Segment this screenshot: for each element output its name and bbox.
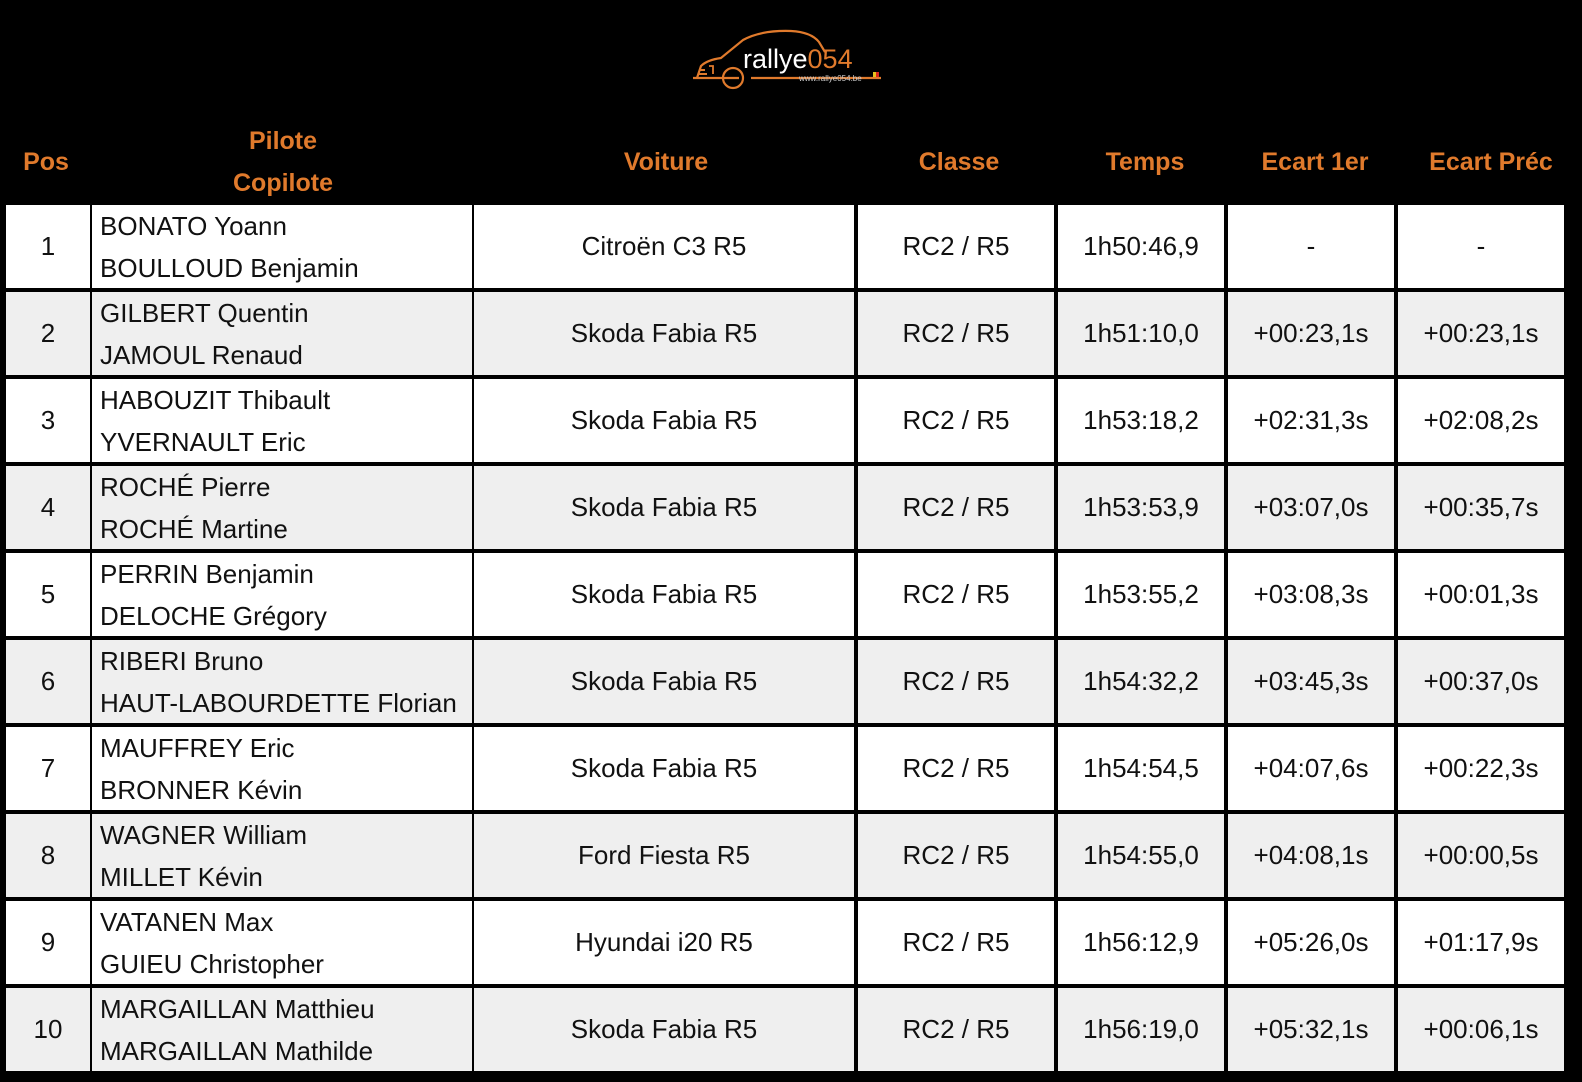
cell-copilote: DELOCHE Grégory — [100, 601, 327, 631]
cell-crew — [92, 553, 472, 636]
cell-crew — [92, 466, 472, 549]
cell-pilote: PERRIN Benjamin — [100, 559, 314, 589]
cell-ecart-prec: +00:00,5s — [1398, 814, 1564, 897]
cell-crew — [92, 727, 472, 810]
cell-classe: RC2 / R5 — [858, 379, 1054, 462]
header-voiture: Voiture — [623, 148, 709, 176]
cell-crew — [92, 205, 472, 288]
cell-copilote: HAUT-LABOURDETTE Florian — [100, 688, 457, 718]
table-row — [0, 292, 1582, 375]
cell-ecart-1er: +04:07,6s — [1228, 727, 1394, 810]
table-row — [0, 727, 1582, 810]
cell-pilote: BONATO Yoann — [100, 211, 287, 241]
cell-pos: 7 — [6, 727, 90, 810]
cell-copilote: YVERNAULT Eric — [100, 427, 306, 457]
header-ecart-1er: Ecart 1er — [1261, 148, 1369, 176]
cell-crew — [92, 988, 472, 1071]
cell-copilote: ROCHÉ Martine — [100, 514, 288, 544]
table-row — [0, 205, 1582, 288]
cell-pos: 3 — [6, 379, 90, 462]
cell-ecart-1er: +03:08,3s — [1228, 553, 1394, 636]
cell-ecart-prec: +00:01,3s — [1398, 553, 1564, 636]
cell-ecart-prec: +00:23,1s — [1398, 292, 1564, 375]
cell-pos: 1 — [6, 205, 90, 288]
cell-pilote: VATANEN Max — [100, 907, 274, 937]
cell-copilote: MILLET Kévin — [100, 862, 263, 892]
cell-voiture: Citroën C3 R5 — [474, 205, 854, 288]
logo-wordmark — [743, 44, 853, 74]
cell-temps: 1h51:10,0 — [1058, 292, 1224, 375]
cell-copilote: BRONNER Kévin — [100, 775, 303, 805]
header-copilote: Copilote — [233, 169, 333, 197]
cell-crew — [92, 814, 472, 897]
cell-crew — [92, 379, 472, 462]
cell-voiture: Skoda Fabia R5 — [474, 988, 854, 1071]
cell-crew — [92, 901, 472, 984]
cell-ecart-1er: +02:31,3s — [1228, 379, 1394, 462]
cell-temps: 1h54:54,5 — [1058, 727, 1224, 810]
cell-pos: 4 — [6, 466, 90, 549]
cell-pos: 10 — [6, 988, 90, 1071]
cell-voiture: Skoda Fabia R5 — [474, 292, 854, 375]
cell-pos: 5 — [6, 553, 90, 636]
cell-classe: RC2 / R5 — [858, 292, 1054, 375]
cell-classe: RC2 / R5 — [858, 727, 1054, 810]
header-classe: Classe — [918, 148, 1000, 176]
table-row — [0, 988, 1582, 1071]
table-row — [0, 640, 1582, 723]
cell-ecart-prec: +00:35,7s — [1398, 466, 1564, 549]
cell-ecart-1er: +04:08,1s — [1228, 814, 1394, 897]
cell-temps: 1h53:18,2 — [1058, 379, 1224, 462]
table-row — [0, 553, 1582, 636]
cell-ecart-prec: - — [1398, 205, 1564, 288]
cell-classe: RC2 / R5 — [858, 901, 1054, 984]
table-row — [0, 814, 1582, 897]
cell-ecart-1er: +05:32,1s — [1228, 988, 1394, 1071]
cell-voiture: Skoda Fabia R5 — [474, 379, 854, 462]
cell-copilote: BOULLOUD Benjamin — [100, 253, 359, 283]
cell-ecart-prec: +00:37,0s — [1398, 640, 1564, 723]
cell-temps: 1h54:55,0 — [1058, 814, 1224, 897]
cell-copilote: MARGAILLAN Mathilde — [100, 1036, 374, 1066]
header-ecart-prec: Ecart Préc — [1429, 148, 1553, 176]
cell-pilote: HABOUZIT Thibault — [100, 385, 331, 415]
header-pilote: Pilote — [248, 127, 318, 155]
cell-pilote: GILBERT Quentin — [100, 298, 309, 328]
cell-ecart-prec: +01:17,9s — [1398, 901, 1564, 984]
cell-crew — [92, 640, 472, 723]
table-row — [0, 901, 1582, 984]
cell-ecart-1er: +05:26,0s — [1228, 901, 1394, 984]
cell-pos: 9 — [6, 901, 90, 984]
cell-pilote: MAUFFREY Eric — [100, 733, 295, 763]
cell-classe: RC2 / R5 — [858, 553, 1054, 636]
header-crew — [92, 118, 474, 206]
logo-word-054: 054 — [807, 44, 853, 74]
cell-pilote: WAGNER William — [100, 820, 308, 850]
cell-voiture: Ford Fiesta R5 — [474, 814, 854, 897]
header-temps: Temps — [1105, 148, 1185, 176]
cell-temps: 1h56:12,9 — [1058, 901, 1224, 984]
cell-ecart-1er: - — [1228, 205, 1394, 288]
cell-temps: 1h53:55,2 — [1058, 553, 1224, 636]
cell-ecart-prec: +00:22,3s — [1398, 727, 1564, 810]
cell-classe: RC2 / R5 — [858, 466, 1054, 549]
table-header — [0, 118, 1582, 206]
cell-ecart-1er: +00:23,1s — [1228, 292, 1394, 375]
cell-temps: 1h53:53,9 — [1058, 466, 1224, 549]
cell-copilote: JAMOUL Renaud — [100, 340, 303, 370]
cell-voiture: Skoda Fabia R5 — [474, 727, 854, 810]
cell-classe: RC2 / R5 — [858, 814, 1054, 897]
header-pos: Pos — [23, 148, 69, 176]
cell-pilote: RIBERI Bruno — [100, 646, 264, 676]
cell-ecart-1er: +03:07,0s — [1228, 466, 1394, 549]
cell-crew — [92, 292, 472, 375]
cell-pilote: ROCHÉ Pierre — [100, 472, 271, 502]
cell-temps: 1h54:32,2 — [1058, 640, 1224, 723]
cell-voiture: Hyundai i20 R5 — [474, 901, 854, 984]
rallye054-logo — [0, 22, 1582, 92]
cell-copilote: GUIEU Christopher — [100, 949, 324, 979]
logo-url: www.rallye054.be — [799, 74, 862, 83]
logo-word-rallye: rallye — [743, 44, 808, 74]
cell-voiture: Skoda Fabia R5 — [474, 553, 854, 636]
cell-voiture: Skoda Fabia R5 — [474, 466, 854, 549]
cell-classe: RC2 / R5 — [858, 640, 1054, 723]
cell-ecart-prec: +00:06,1s — [1398, 988, 1564, 1071]
cell-classe: RC2 / R5 — [858, 988, 1054, 1071]
cell-voiture: Skoda Fabia R5 — [474, 640, 854, 723]
cell-temps: 1h50:46,9 — [1058, 205, 1224, 288]
cell-pos: 8 — [6, 814, 90, 897]
cell-temps: 1h56:19,0 — [1058, 988, 1224, 1071]
cell-ecart-1er: +03:45,3s — [1228, 640, 1394, 723]
cell-pilote: MARGAILLAN Matthieu — [100, 994, 375, 1024]
cell-classe: RC2 / R5 — [858, 205, 1054, 288]
table-row — [0, 379, 1582, 462]
table-row — [0, 466, 1582, 549]
cell-pos: 6 — [6, 640, 90, 723]
cell-pos: 2 — [6, 292, 90, 375]
cell-ecart-prec: +02:08,2s — [1398, 379, 1564, 462]
